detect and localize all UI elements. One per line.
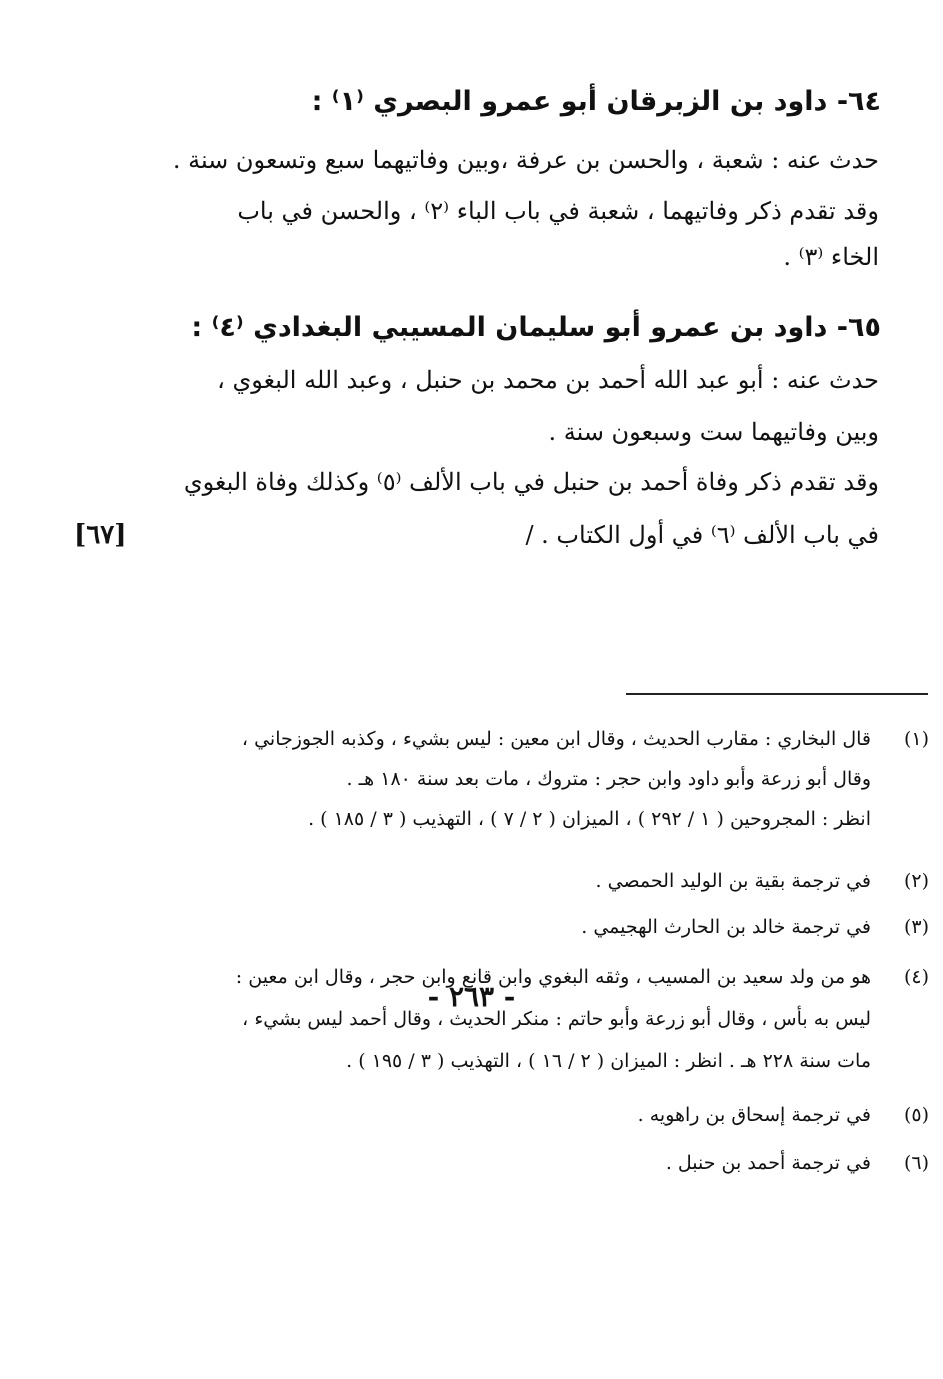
footnote-divider	[626, 693, 928, 695]
entry-65-heading: ٦٥- داود بن عمرو أبو سليمان المسيبي البغدادي ⁽٤⁾ :	[191, 312, 881, 343]
footnote-number: (٣)	[903, 916, 929, 938]
footnote-2	[149, 870, 929, 892]
footnote-number: (٦)	[903, 1152, 929, 1174]
footnote-line: في ترجمة أحمد بن حنبل .	[665, 1152, 871, 1174]
entry-64-line-3: الخاء ⁽٣⁾ .	[783, 243, 879, 271]
footnote-line: وقال أبو زرعة وأبو داود وابن حجر : متروك ، مات بعد سنة ١٨٠ هـ .	[346, 768, 871, 790]
footnote-number: (٢)	[903, 870, 929, 892]
footnote-5	[149, 1104, 929, 1126]
footnote-line: انظر : المجروحين ( ١ / ٢٩٢ ) ، الميزان ( ٢ / ٧ ) ، التهذيب ( ٣ / ١٨٥ ) .	[308, 808, 871, 830]
entry-64-heading: ٦٤- داود بن الزبرقان أبو عمرو البصري ⁽١⁾ :	[311, 86, 881, 117]
manuscript-page-marker: [٦٧]	[74, 520, 127, 550]
entry-65-line-2: وبين وفاتيهما ست وسبعون سنة .	[548, 418, 879, 446]
footnote-line: مات سنة ٢٢٨ هـ . انظر : الميزان ( ٢ / ١٦ ) ، التهذيب ( ٣ / ١٩٥ ) .	[346, 1050, 871, 1072]
footnote-line: هو من ولد سعيد بن المسيب ، وثقه البغوي وابن قانع وابن حجر ، وقال ابن معين :	[235, 966, 871, 988]
entry-65-line-4: في باب الألف ⁽٦⁾ في أول الكتاب . /	[525, 521, 879, 549]
footnote-line: في ترجمة خالد بن الحارث الهجيمي .	[581, 916, 871, 938]
entry-65-line-1: حدث عنه : أبو عبد الله أحمد بن محمد بن حنبل ، وعبد الله البغوي ،	[217, 366, 879, 394]
entry-64-line-2: وقد تقدم ذكر وفاتيهما ، شعبة في باب الباء ⁽٢⁾ ، والحسن في باب	[237, 197, 879, 225]
footnote-line: قال البخاري : مقارب الحديث ، وقال ابن معين : ليس بشيء ، وكذبه الجوزجاني ،	[241, 728, 871, 750]
footnote-6	[149, 1152, 929, 1174]
entry-65-line-3: وقد تقدم ذكر وفاة أحمد بن حنبل في باب الألف ⁽٥⁾ وكذلك وفاة البغوي	[183, 468, 879, 496]
footnote-line: في ترجمة بقية بن الوليد الحمصي .	[595, 870, 871, 892]
footnote-number: (١)	[903, 728, 929, 750]
footnote-line: ليس به بأس ، وقال أبو زرعة وأبو حاتم : منكر الحديث ، وقال أحمد ليس بشيء ،	[242, 1008, 871, 1030]
footnote-line: في ترجمة إسحاق بن راهويه .	[637, 1104, 871, 1126]
footnote-3	[149, 916, 929, 938]
page-number: - ٢٦٣ -	[427, 980, 516, 1013]
footnote-number: (٤)	[903, 966, 929, 988]
footnote-number: (٥)	[903, 1104, 929, 1126]
footnote-1	[149, 728, 929, 848]
entry-64-line-1: حدث عنه : شعبة ، والحسن بن عرفة ،وبين وفاتيهما سبع وتسعون سنة .	[172, 146, 879, 174]
